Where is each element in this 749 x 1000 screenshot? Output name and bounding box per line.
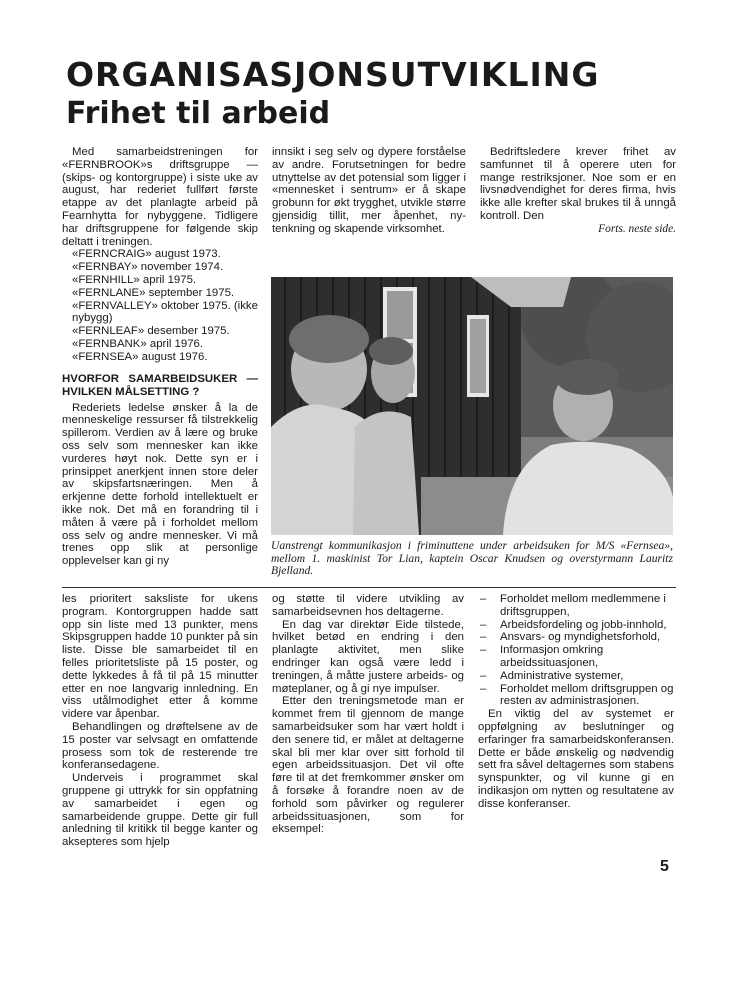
column-1-bottom — [62, 593, 258, 849]
photo-caption: Uanstrengt kommunikasjon i friminuttene under arbeidsuken for M/S «Fernsea», mellom 1. maskinist Tor Lian, kaptein Oscar Knudsen og overstyrmann Lauritz Bjelland. — [271, 539, 673, 578]
column-2-bottom — [272, 593, 464, 836]
issue-list-item-text: Informasjon omkring arbeidssituasjonen, — [500, 644, 604, 669]
section-heading: HVORFOR SAMARBEIDSUKER — HVILKEN MÅLSETTING ? — [62, 372, 258, 398]
column-3-top — [480, 146, 676, 236]
dash-icon: – — [480, 669, 487, 682]
column-2-top — [272, 146, 466, 236]
ship-list-item: «FERNBANK» april 1976. — [72, 337, 204, 350]
ship-list-item: «FERNLANE» september 1975. — [72, 286, 235, 299]
ship-list-item: «FERNVALLEY» oktober 1975. (ikke nybygg) — [72, 299, 258, 325]
issue-list-item-text: Forholdet mellom driftsgruppen og resten av administrasjonen. — [500, 682, 674, 708]
issue-list-item-text: Administrative systemer, — [500, 669, 624, 682]
body-paragraph: Bedriftsledere krever frihet av samfunnet til å operere uten for mange restriksjoner. Noe som er en livsnødvendighet for deres firma, hvis ikke alle krefter skal brukes til å unngå kontroll. Den — [480, 146, 676, 222]
issue-list-item — [478, 644, 674, 670]
body-paragraph: Rederiets ledelse ønsker å la de menneskelige ressurser få tilstrekkelig spillerom. Verdien av å lære og bruke oss selv som mennesker kan ikke vurderes høyt nok. Dette syn er i prinsippet anerkjent innen store deler av skipsfartsnæringen. Men å erkjenne dette forhold intellektuelt er ikke nok. Det må en forandring til i måten å være på i forholdet mellom oss selv og andre mennesker. Vi må trenes opp slik at personlige opplevelser kan gi ny — [62, 401, 258, 568]
article-subtitle: Frihet til arbeid — [66, 96, 331, 131]
body-paragraph: Etter den treningsmetode man er kommet frem til gjennom de mange samarbeidsuker som har vært holdt i den senere tid, er målet at deltagerne skal bli mer klar over sitt forhold til egen arbeidssituasjon. Det vil ofte føre til at det fremkommer ønsker om å forsøke å forandre noen av de forhold som påvirker og regulerer arbeidssituasjonen, som for eksempel: — [272, 695, 464, 836]
issue-list-item — [478, 593, 674, 619]
column-1 — [62, 146, 258, 568]
intro-paragraph: Med samarbeidstreningen for «FERNBROOK»s driftsgruppe — (skips- og kontorgruppe) i siste uke av august, har rederiet fullført første etappe av det planlagte arbeid på Fearnhytta for nybyggene. Tidligere har driftsgruppene for følgende skip deltatt i treningen. — [62, 146, 258, 248]
issue-list-item-text: Arbeidsfordeling og jobb-innhold, — [500, 618, 667, 631]
ship-list-item: «FERNCRAIG» august 1973. — [72, 248, 221, 261]
dash-icon: – — [480, 618, 487, 631]
ship-list-item: «FERNHILL» april 1975. — [72, 273, 197, 286]
article-title: ORGANISASJONSUTVIKLING — [66, 55, 600, 94]
issue-list-item — [478, 670, 674, 683]
issue-list-item — [478, 683, 674, 709]
body-paragraph: og støtte til videre utvikling av samarbeidsevnen hos deltagerne. — [272, 593, 464, 618]
body-paragraph: Behandlingen og drøftelsene av de 15 poster var selvsagt en omfattende prosess som tok de resterende tre konferansedagene. — [62, 720, 258, 772]
issue-list-item-text: Ansvars- og myndighetsforhold, — [500, 631, 661, 644]
page-number: 5 — [660, 858, 669, 875]
body-paragraph: innsikt i seg selv og dypere forståelse av andre. Forutsetningen for bedre utnyttelse av det potensial som ligger i «mennesket i sentrum» er å skape grobunn for økt trygghet, utvikle større gjensidig tillit, mer åpenhet, ny-tenkning og skapende virksomhet. — [272, 146, 466, 235]
issue-list-item — [478, 631, 674, 644]
continued-note: Forts. neste side. — [598, 222, 676, 235]
body-paragraph: Underveis i programmet skal gruppene gi uttrykk for sin oppfatning av samarbeidet i egen og samarbeidende gruppe. Dette gir full anledning til kritikk til begge kanter og aksepteres som hjelp — [62, 772, 258, 849]
dash-icon: – — [480, 682, 487, 695]
body-paragraph: En dag var direktør Eide tilstede, hvilket betød en endring i den planlagte aktivitet, men slike endringer kan også være ledd i treningen, å måtte justere arbeids- og møteplaner, og å gi nye impulser. — [272, 618, 464, 695]
dash-icon: – — [480, 644, 487, 657]
dash-icon: – — [480, 593, 487, 605]
ship-list-item: «FERNLEAF» desember 1975. — [72, 325, 230, 338]
issue-list — [478, 593, 674, 708]
body-paragraph: En viktig del av systemet er oppfølgning av beslutninger og erfaringer fra samarbeidskonferansen. Dette er både ønskelig og nødvendig sett fra såvel deltagernes som stabens synspunkter, og vil kunne gi en indikasjon om nytten og resultatene av disse konferanser. — [478, 708, 674, 810]
issue-list-item — [478, 619, 674, 632]
dash-icon: – — [480, 631, 487, 644]
section-divider — [62, 587, 676, 588]
issue-list-item-text: Forholdet mellom medlemmene i driftsgruppen, — [500, 593, 666, 618]
body-paragraph: les prioritert saksliste for ukens program. Kontorgruppen hadde satt opp sin liste med 13 punkter, mens Skipsgruppen hadde 10 punkter på sin liste. Disse ble samarbeidet til en felles prioritetsliste på 15 poster, og dette lykkedes å få til på 15 minutter etter en noe langvarig innledning. En viss utålmodighet etter å komme videre var åpenbar. — [62, 593, 258, 721]
ship-list-item: «FERNBAY» november 1974. — [72, 261, 224, 274]
column-3-bottom — [478, 593, 674, 811]
article-photo — [271, 277, 673, 535]
ship-list — [62, 248, 258, 363]
ship-list-item: «FERNSEA» august 1976. — [72, 350, 208, 363]
